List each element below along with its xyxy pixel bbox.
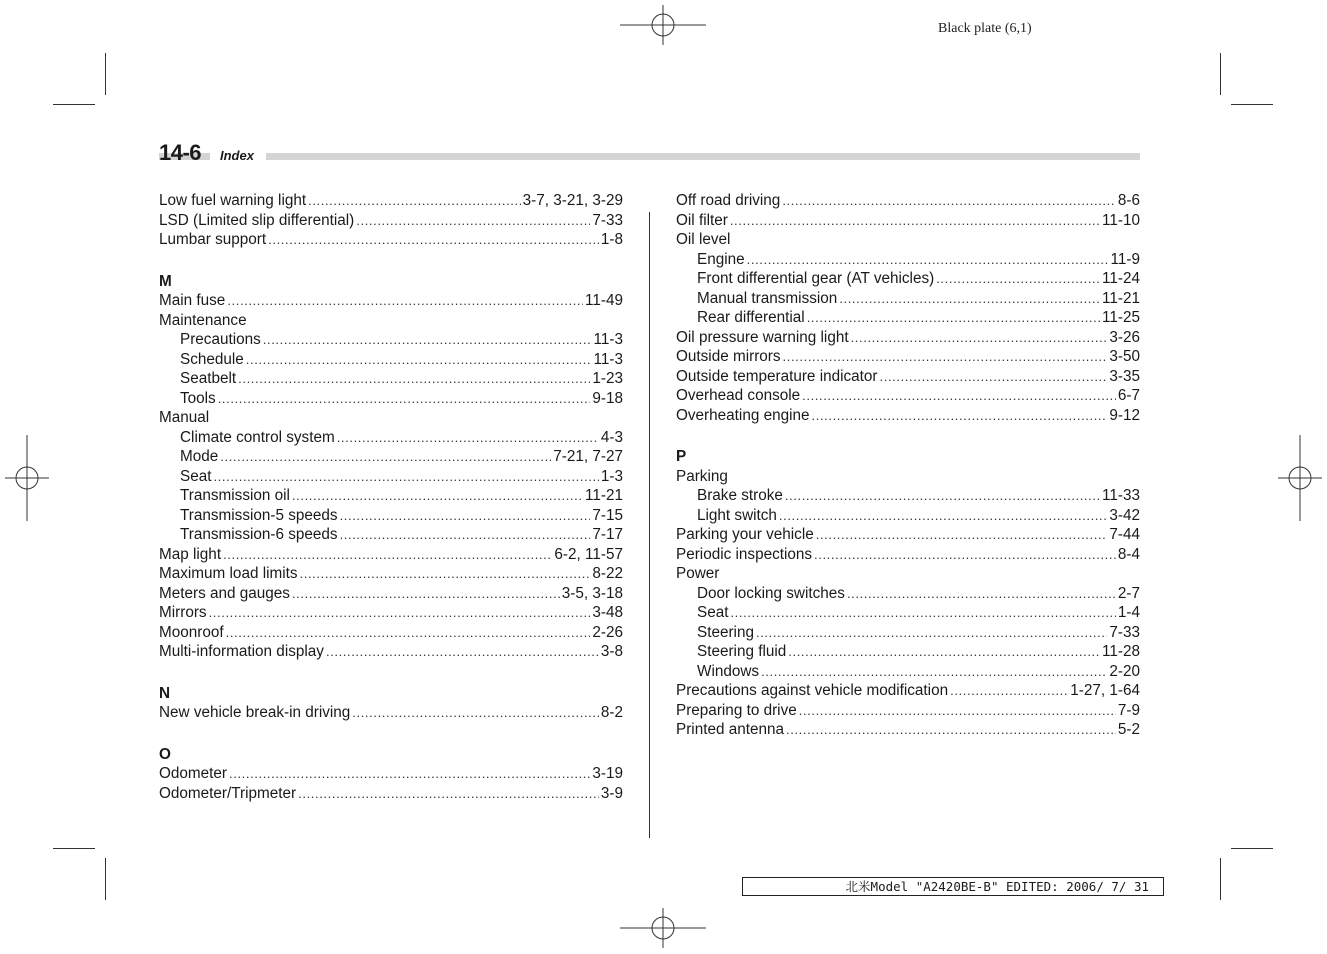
index-entry: Lumbar support ..... 1-8 — [159, 230, 623, 250]
index-entry: Maximum load limits ..... 8-22 — [159, 564, 623, 584]
index-entry: Meters and gauges ..... 3-5, 3-18 — [159, 584, 623, 604]
index-subentry: Precautions ..... 11-3 — [159, 330, 623, 350]
index-entry: Outside temperature indicator ..... 3-35 — [676, 367, 1140, 387]
plate-label: Black plate (6,1) — [938, 21, 1032, 36]
index-subentry: Manual transmission ..... 11-21 — [676, 289, 1140, 309]
header-bar — [159, 153, 1140, 160]
index-subentry: Front differential gear (AT vehicles) ..... 11-24 — [676, 269, 1140, 289]
index-entry: Printed antenna ..... 5-2 — [676, 720, 1140, 740]
index-entry: Oil filter ..... 11-10 — [676, 211, 1140, 231]
section-letter-n: N — [159, 684, 171, 702]
index-subentry: Windows ..... 2-20 — [676, 662, 1140, 682]
index-entry: Odometer ..... 3-19 — [159, 764, 623, 784]
index-subentry: Schedule ..... 11-3 — [159, 350, 623, 370]
index-column-left — [159, 191, 623, 803]
section-letter-p: P — [676, 448, 687, 465]
index-entry: Oil pressure warning light ..... 3-26 — [676, 328, 1140, 348]
index-subentry: Steering ..... 7-33 — [676, 623, 1140, 643]
crop-mark-br-h — [1231, 848, 1273, 849]
index-subentry: Seatbelt ..... 1-23 — [159, 369, 623, 389]
index-entry: Main fuse ..... 11-49 — [159, 291, 623, 311]
index-entry: Multi-information display ..... 3-8 — [159, 642, 623, 662]
section-letter-o: O — [159, 745, 171, 763]
index-group-heading: Parking — [676, 467, 728, 485]
index-subentry: Seat ..... 1-3 — [159, 467, 623, 487]
index-subentry: Climate control system ..... 4-3 — [159, 428, 623, 448]
index-subentry: Light switch ..... 3-42 — [676, 506, 1140, 526]
page-number: 14-6 — [159, 140, 202, 165]
index-subentry: Seat ..... 1-4 — [676, 603, 1140, 623]
page-title: Index — [220, 148, 254, 163]
index-group-heading: Maintenance — [159, 311, 247, 329]
edit-stamp: 北米Model "A2420BE-B" EDITED: 2006/ 7/ 31 — [742, 877, 1164, 896]
index-entry: LSD (Limited slip differential) ..... 7-33 — [159, 211, 623, 231]
index-entry: Map light ..... 6-2, 11-57 — [159, 545, 623, 565]
index-entry: Low fuel warning light ..... 3-7, 3-21, 3-29 — [159, 191, 623, 211]
crop-mark-tl-v — [105, 53, 106, 95]
index-subentry: Transmission-5 speeds ..... 7-15 — [159, 506, 623, 526]
index-entry: Mirrors ..... 3-48 — [159, 603, 623, 623]
index-entry: Periodic inspections ..... 8-4 — [676, 545, 1140, 565]
index-entry: Preparing to drive ..... 7-9 — [676, 701, 1140, 721]
index-subentry: Transmission oil ..... 11-21 — [159, 486, 623, 506]
index-entry: New vehicle break-in driving ..... 8-2 — [159, 703, 623, 723]
index-column-right — [676, 191, 1140, 740]
index-entry: Off road driving ..... 8-6 — [676, 191, 1140, 211]
index-subentry: Brake stroke ..... 11-33 — [676, 486, 1140, 506]
registration-mark-bottom — [620, 908, 706, 948]
crop-mark-bl-v — [105, 858, 106, 900]
index-entry: Overheating engine ..... 9-12 — [676, 406, 1140, 426]
crop-mark-tr-v — [1220, 53, 1221, 95]
column-divider — [649, 212, 650, 838]
index-entry: Moonroof ..... 2-26 — [159, 623, 623, 643]
crop-mark-bl-h — [53, 848, 95, 849]
index-subentry: Engine ..... 11-9 — [676, 250, 1140, 270]
index-subentry: Door locking switches ..... 2-7 — [676, 584, 1140, 604]
index-group-heading: Manual — [159, 409, 210, 426]
index-subentry: Mode ..... 7-21, 7-27 — [159, 447, 623, 467]
index-group-heading: Oil level — [676, 231, 731, 248]
index-entry: Outside mirrors ..... 3-50 — [676, 347, 1140, 367]
crop-mark-tl-h — [53, 104, 95, 105]
crop-mark-br-v — [1220, 858, 1221, 900]
index-entry: Odometer/Tripmeter ..... 3-9 — [159, 784, 623, 804]
registration-mark-left — [5, 435, 49, 521]
index-subentry: Tools ..... 9-18 — [159, 389, 623, 409]
index-subentry: Steering fluid ..... 11-28 — [676, 642, 1140, 662]
registration-mark-right — [1278, 435, 1322, 521]
index-entry: Overhead console ..... 6-7 — [676, 386, 1140, 406]
index-entry: Parking your vehicle ..... 7-44 — [676, 525, 1140, 545]
index-subentry: Rear differential ..... 11-25 — [676, 308, 1140, 328]
registration-mark-top — [620, 5, 706, 45]
index-entry: Precautions against vehicle modification ..... 1-27, 1-64 — [676, 681, 1140, 701]
crop-mark-tr-h — [1231, 104, 1273, 105]
section-letter-m: M — [159, 272, 172, 290]
index-subentry: Transmission-6 speeds ..... 7-17 — [159, 525, 623, 545]
index-group-heading: Power — [676, 565, 720, 582]
